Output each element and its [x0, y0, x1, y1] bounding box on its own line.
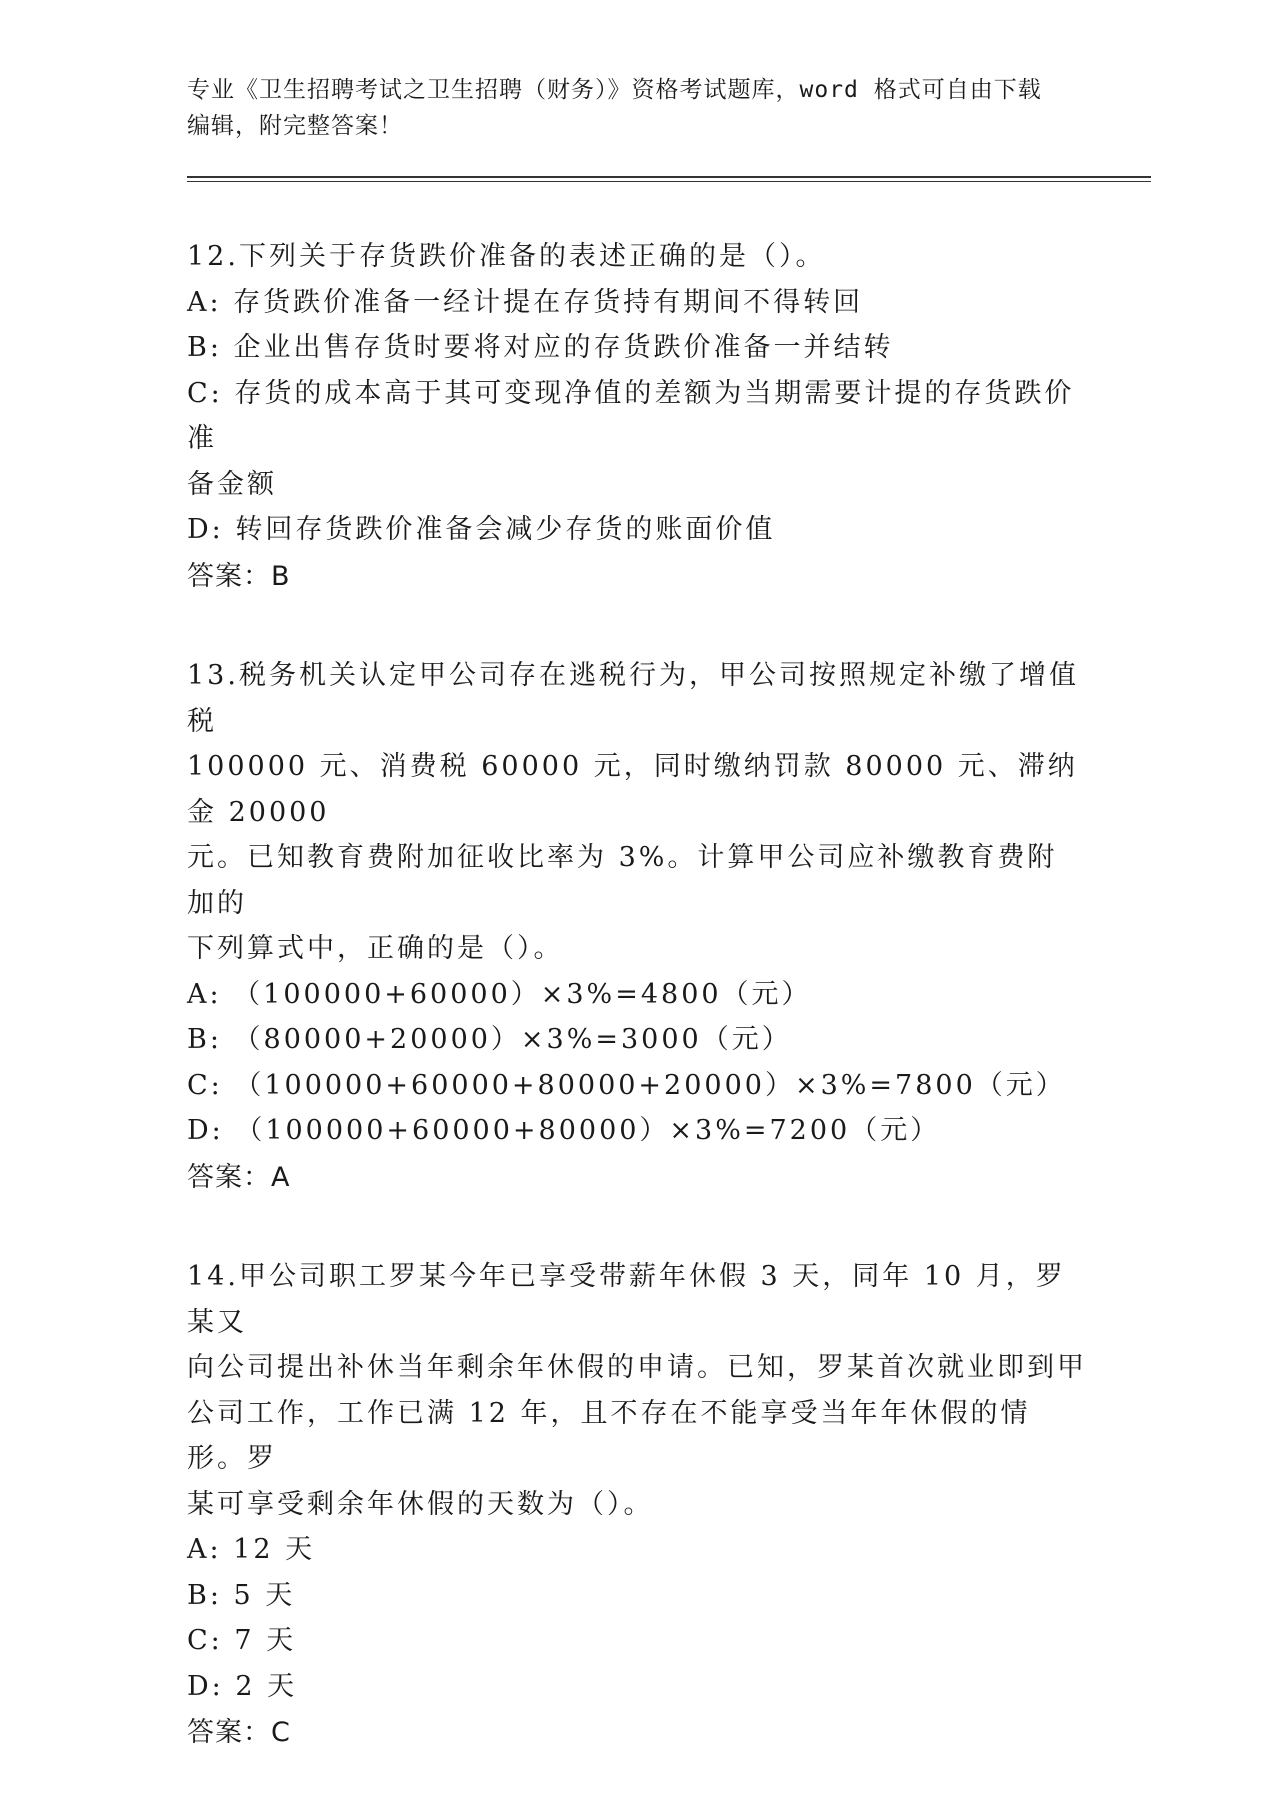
- option-b: B: 5 天: [187, 1579, 296, 1611]
- question-stem: 公司工作，工作已满 12 年，且不存在不能享受当年年休假的情形。罗: [187, 1397, 1031, 1474]
- page-header: [187, 72, 1067, 144]
- option-d: D: （100000+60000+80000）×3%=7200（元）: [187, 1115, 941, 1146]
- option-a: A: 存货跌价准备一经计提在存货持有期间不得转回: [187, 286, 864, 318]
- question-stem: 13.税务机关认定甲公司存在逃税行为，甲公司按照规定补缴了增值税: [187, 660, 1079, 737]
- question-stem: 向公司提出补休当年剩余年休假的申请。已知，罗某首次就业即到甲: [187, 1352, 1087, 1383]
- answer: 答案：B: [187, 560, 291, 592]
- question-13: [187, 653, 1087, 1200]
- option-c: C: 7 天: [187, 1625, 297, 1656]
- option-c: C: （100000+60000+80000+20000）×3%=7800（元）: [187, 1069, 1066, 1101]
- option-c: C: 存货的成本高于其可变现净值的差额为当期需要计提的存货跌价准: [187, 377, 1075, 454]
- header-divider: [187, 176, 1151, 178]
- question-stem: 12.下列关于存货跌价准备的表述正确的是（）。: [187, 241, 826, 272]
- header-line-2: 编辑，附完整答案！: [187, 113, 403, 139]
- question-stem: 元。已知教育费附加征收比率为 3%。计算甲公司应补缴教育费附加的: [187, 842, 1058, 919]
- option-a: A: 12 天: [187, 1534, 316, 1565]
- question-stem: 某可享受剩余年休假的天数为（）。: [187, 1488, 654, 1520]
- question-stem: 100000 元、消费税 60000 元，同时缴纳罚款 80000 元、滞纳金 20000: [187, 751, 1078, 828]
- question-stem: 14.甲公司职工罗某今年已享受带薪年休假 3 天，同年 10 月，罗某又: [187, 1261, 1066, 1338]
- question-list: [187, 234, 1087, 1810]
- question-stem: 下列算式中，正确的是（）。: [187, 933, 564, 964]
- question-12: [187, 234, 1087, 599]
- question-14: [187, 1254, 1087, 1756]
- option-c-continued: 备金额: [187, 468, 277, 500]
- header-divider-thin: [187, 181, 1151, 182]
- option-b: B: （80000+20000）×3%=3000（元）: [187, 1024, 792, 1055]
- header-line-1: 专业《卫生招聘考试之卫生招聘（财务）》资格考试题库，word 格式可自由下载: [187, 77, 1042, 103]
- answer: 答案：C: [187, 1717, 291, 1748]
- option-d: D: 2 天: [187, 1670, 298, 1702]
- option-b: B: 企业出售存货时要将对应的存货跌价准备一并结转: [187, 332, 894, 363]
- option-d: D: 转回存货跌价准备会减少存货的账面价值: [187, 514, 776, 545]
- option-a: A: （100000+60000）×3%=4800（元）: [187, 978, 812, 1010]
- answer: 答案：A: [187, 1161, 291, 1193]
